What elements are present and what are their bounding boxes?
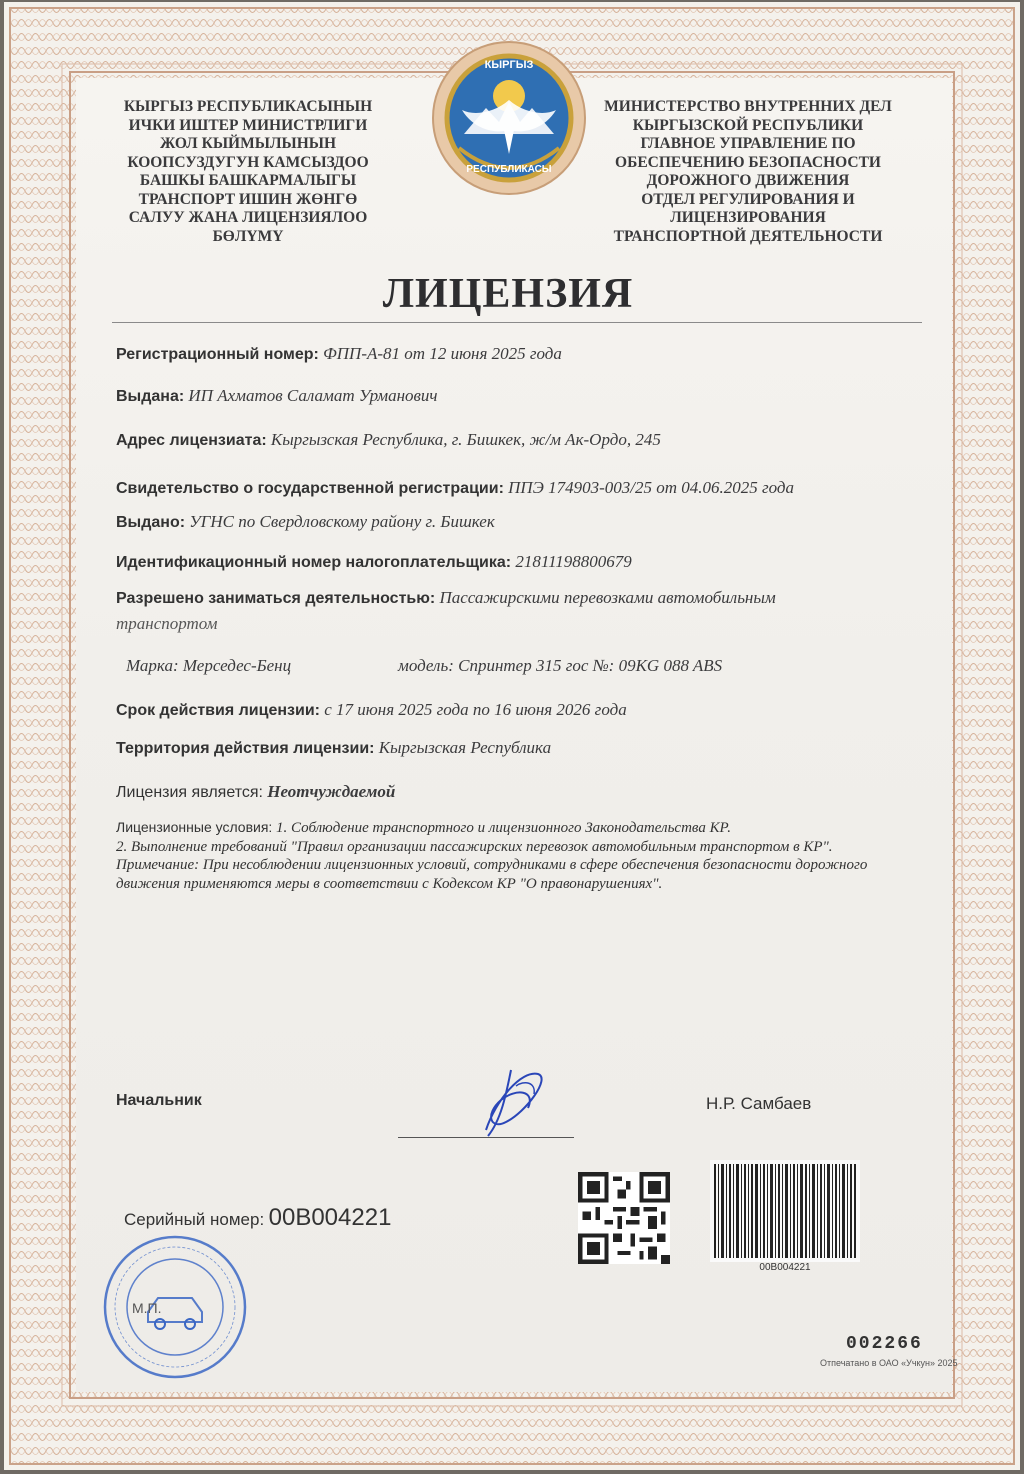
taxpayer-id-row (116, 552, 632, 572)
permitted-activity-row-cont (116, 614, 218, 634)
official-stamp-icon (100, 1232, 250, 1382)
certificate-issued-by-label: Выдано: (116, 514, 186, 531)
permitted-activity-value: Пассажирскими перевозками автомобильным (439, 588, 776, 607)
signature-line (398, 1137, 574, 1138)
serial-number-value: 00B004221 (268, 1204, 392, 1231)
condition-note-text: Примечание: При несоблюдении лицензионных условий, сотрудниками в сфере обеспечения безопасности дорожного движения применяются меры в соответствии с Кодексом КР "О правонарушениях". (116, 857, 868, 892)
header-right-line: ОБЕСПЕЧЕНИЮ БЕЗОПАСНОСТИ (615, 153, 881, 171)
header-right-line: КЫРГЫЗСКОЙ РЕСПУБЛИКИ (632, 116, 864, 134)
header-left-line: ТРАНСПОРТ ИШИН ЖӨНГӨ (138, 190, 358, 208)
stamp-placeholder-label: М.П. (132, 1300, 162, 1316)
validity-term-row (116, 700, 627, 720)
header-right-line: ТРАНСПОРТНОЙ ДЕЯТЕЛЬНОСТИ (613, 227, 883, 245)
registration-number-row (116, 344, 562, 364)
certificate-issued-by-value: УГНС по Свердловскому району г. Бишкек (189, 512, 495, 531)
signatory-position: Начальник (116, 1092, 202, 1109)
signatory-name: Н.Р. Самбаев (706, 1094, 812, 1113)
certificate-issued-by-row (116, 512, 495, 532)
vehicle-make: Марка: Мерседес-Бенц (126, 656, 292, 675)
registration-certificate-label: Свидетельство о государственной регистрации: (116, 480, 504, 497)
header-left-line: ЖОЛ КЫЙМЫЛЫНЫН (159, 135, 337, 152)
barcode-number: 00B004221 (759, 1262, 811, 1273)
header-left-line: КООПСУЗДУГУН КАМСЫЗДОО (127, 153, 369, 171)
vehicle-row (126, 656, 291, 676)
serial-number (124, 1204, 391, 1232)
emblem-bottom-text: РЕСПУБЛИКАСЫ (466, 164, 552, 175)
territory-row (116, 738, 551, 758)
blank-number: 002266 (846, 1334, 923, 1354)
registration-certificate-row (116, 478, 794, 498)
licensee-address-row (116, 430, 661, 450)
printer-imprint: Отпечатано в ОАО «Учкун» 2025 (820, 1358, 958, 1368)
title-divider (112, 322, 922, 323)
permitted-activity-value-cont: транспортом (116, 614, 218, 633)
permitted-activity-label: Разрешено заниматься деятельностью: (116, 590, 436, 607)
conditions-label: Лицензионные условия: (116, 819, 273, 835)
condition-item-1: 1. Соблюдение транспортного и лицензионного Законодательства КР. (276, 820, 731, 836)
header-left-line: БАШКЫ БАШКАРМАЛЫГЫ (139, 172, 357, 189)
state-emblem-icon (424, 38, 594, 198)
vehicle-model-row (398, 656, 722, 676)
header-left-line: КЫРГЫЗ РЕСПУБЛИКАСЫНЫН (123, 98, 373, 115)
taxpayer-id-label: Идентификационный номер налогоплательщика: (116, 554, 512, 571)
registration-number-label: Регистрационный номер: (116, 346, 319, 363)
validity-term-label: Срок действия лицензии: (116, 702, 320, 719)
document-title: ЛИЦЕНЗИЯ (382, 271, 634, 317)
serial-number-label: Серийный номер: (124, 1210, 265, 1229)
qr-code-icon (578, 1172, 670, 1264)
license-status-label: Лицензия является: (116, 784, 263, 801)
handwritten-signature (466, 1060, 556, 1140)
license-status-row (116, 782, 395, 802)
condition-line-1 (116, 818, 922, 838)
header-left-line: ИЧКИ ИШТЕР МИНИСТРЛИГИ (128, 116, 368, 134)
header-left-line: САЛУУ ЖАНА ЛИЦЕНЗИЯЛОО БӨЛҮМҮ (128, 209, 368, 245)
header-right-line: МИНИСТЕРСТВО ВНУТРЕННИХ ДЕЛ (604, 98, 892, 115)
permitted-activity-row (116, 588, 776, 608)
territory-label: Территория действия лицензии: (116, 740, 375, 757)
issued-to-label: Выдана: (116, 388, 185, 405)
header-right-line: ОТДЕЛ РЕГУЛИРОВАНИЯ И (641, 190, 855, 208)
registration-number-value: ФПП-А-81 от 12 июня 2025 года (323, 344, 562, 363)
territory-value: Кыргызская Республика (378, 738, 552, 757)
header-right-line: ДОРОЖНОГО ДВИЖЕНИЯ (646, 172, 850, 189)
vehicle-model: модель: Спринтер 315 гос №: 09KG 088 ABS (398, 656, 723, 675)
condition-line-2 (116, 838, 922, 857)
issued-to-value: ИП Ахматов Саламат Урманович (188, 386, 438, 405)
barcode-icon (710, 1160, 860, 1262)
condition-item-2: 2. Выполнение требований "Правил организации пассажирских перевозок автомобильным транспортом в КР". (116, 838, 833, 855)
issued-to-row (116, 386, 438, 406)
license-conditions (116, 818, 922, 893)
taxpayer-id-value: 21811198800679 (515, 552, 632, 571)
registration-certificate-value: ППЭ 174903-003/25 от 04.06.2025 года (508, 478, 795, 497)
licensee-address-value: Кыргызская Республика, г. Бишкек, ж/м Ак-Ордо, 245 (270, 430, 661, 449)
header-right-line: ГЛАВНОЕ УПРАВЛЕНИЕ ПО (640, 135, 856, 152)
header-russian-text (594, 98, 902, 246)
licensee-address-label: Адрес лицензиата: (116, 432, 267, 449)
header-kyrgyz-text (98, 98, 398, 246)
validity-term-value: с 17 июня 2025 года по 16 июня 2026 года (324, 700, 627, 719)
emblem-top-text: КЫРГЫЗ (484, 59, 534, 71)
license-status-value: Неотчуждаемой (267, 782, 396, 801)
condition-note (116, 856, 922, 893)
header-right-line: ЛИЦЕНЗИРОВАНИЯ (670, 209, 826, 226)
